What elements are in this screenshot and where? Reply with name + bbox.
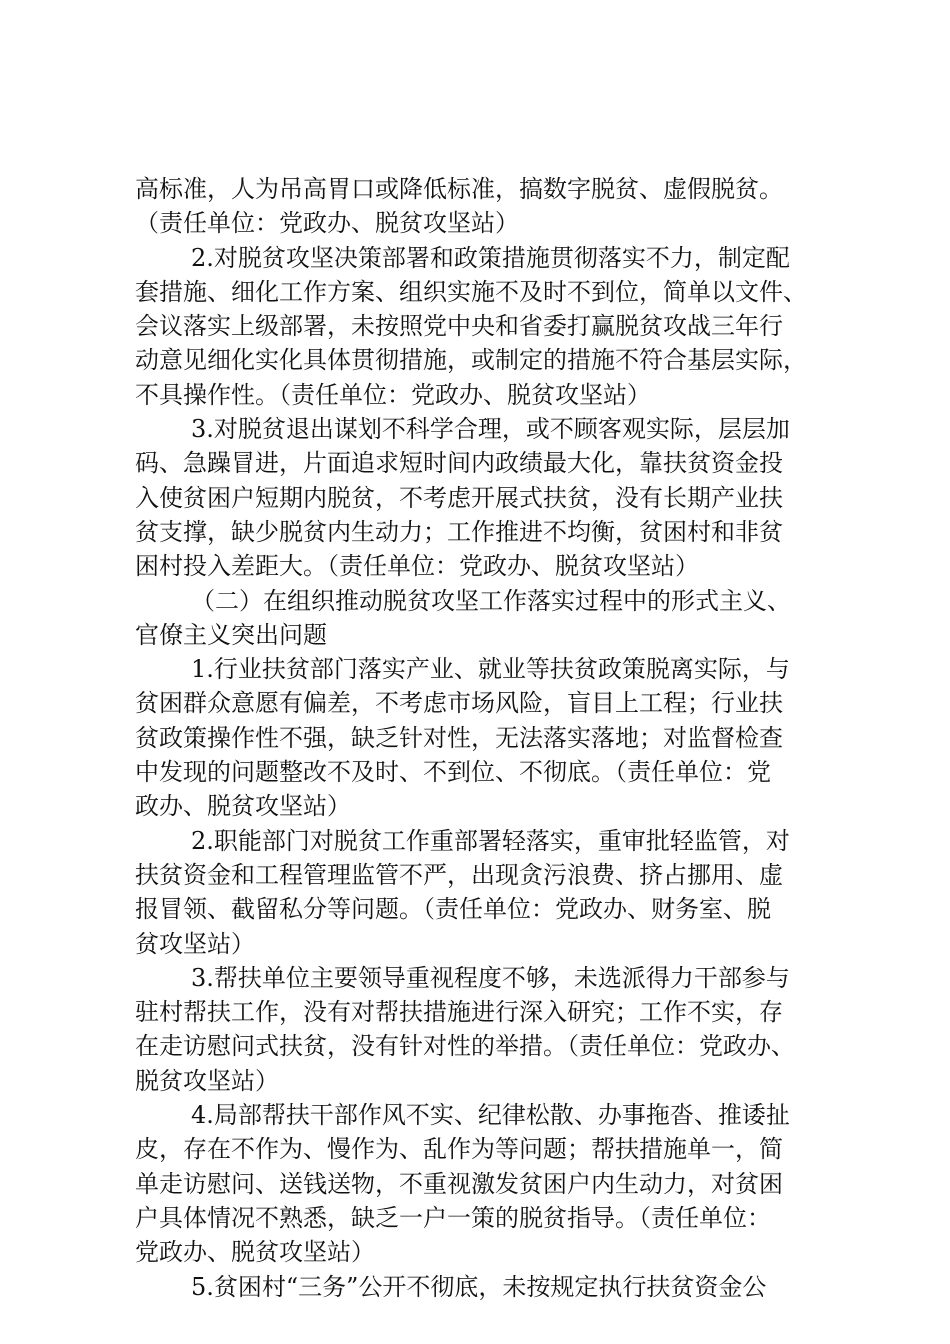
text-line: 困村投入差距大。（责任单位：党政办、脱贫攻坚站） — [135, 552, 699, 581]
section-heading-cont: 官僚主义突出问题 — [135, 620, 327, 649]
item-2-line-1: 2.对脱贫攻坚决策部署和政策措施贯彻落实不力，制定配 — [191, 243, 790, 272]
text-line: 贫政策操作性不强，缺乏针对性，无法落实落地；对监督检查 — [135, 723, 783, 752]
section-heading: （二）在组织推动脱贫攻坚工作落实过程中的形式主义、 — [191, 586, 791, 615]
item-3-line-1: 3.对脱贫退出谋划不科学合理，或不顾客观实际，层层加 — [191, 415, 790, 444]
text-line: 政办、脱贫攻坚站） — [135, 792, 351, 821]
text-line: 党政办、脱贫攻坚站） — [135, 1238, 375, 1267]
text-line: 贫困群众意愿有偏差，不考虑市场风险，盲目上工程；行业扶 — [135, 689, 783, 718]
text-line: 入使贫困户短期内脱贫，不考虑开展式扶贫，没有长期产业扶 — [135, 483, 783, 512]
text-line: 贫支撑，缺少脱贫内生动力；工作推进不均衡，贫困村和非贫 — [135, 517, 783, 546]
document-body — [135, 172, 835, 1304]
text-line: 高标准，人为吊高胃口或降低标准，搞数字脱贫、虚假脱贫。 — [135, 175, 783, 203]
text-line: 扶贫资金和工程管理监管不严，出现贪污浪费、挤占挪用、虚 — [135, 860, 783, 889]
item-3b-line-1: 3.帮扶单位主要领导重视程度不够，未选派得力干部参与 — [191, 963, 790, 992]
text-line: 单走访慰问、送钱送物，不重视激发贫困户内生动力，对贫困 — [135, 1169, 783, 1198]
text-line: 中发现的问题整改不及时、不到位、不彻底。（责任单位：党 — [135, 758, 771, 787]
text-line: 不具操作性。（责任单位：党政办、脱贫攻坚站） — [135, 380, 651, 409]
item-5-line-1: 5.贫困村“三务”公开不彻底，未按规定执行扶贫资金公 — [191, 1272, 767, 1301]
text-line: 皮，存在不作为、慢作为、乱作为等问题；帮扶措施单一，简 — [135, 1135, 783, 1164]
text-line: 会议落实上级部署，未按照党中央和省委打赢脱贫攻战三年行 — [135, 312, 783, 341]
text-line: 报冒领、截留私分等问题。（责任单位：党政办、财务室、脱 — [135, 895, 771, 924]
text-line: 贫攻坚站） — [135, 929, 255, 958]
text-line: 码、急躁冒进，片面追求短时间内政绩最大化，靠扶贫资金投 — [135, 449, 783, 478]
item-2b-line-1: 2.职能部门对脱贫工作重部署轻落实，重审批轻监管，对 — [191, 826, 790, 855]
text-line: （责任单位：党政办、脱贫攻坚站） — [135, 209, 519, 238]
item-1-line-1: 1.行业扶贫部门落实产业、就业等扶贫政策脱离实际，与 — [191, 655, 790, 684]
text-line: 驻村帮扶工作，没有对帮扶措施进行深入研究；工作不实，存 — [135, 998, 783, 1027]
text-line: 套措施、细化工作方案、组织实施不及时不到位，简单以文件、 — [135, 277, 807, 306]
text-line: 在走访慰问式扶贫，没有针对性的举措。（责任单位：党政办、 — [135, 1032, 795, 1061]
text-line: 脱贫攻坚站） — [135, 1066, 279, 1095]
text-line: 动意见细化实化具体贯彻措施，或制定的措施不符合基层实际， — [135, 346, 807, 375]
item-4-line-1: 4.局部帮扶干部作风不实、纪律松散、办事拖沓、推诿扯 — [191, 1101, 790, 1130]
text-line: 户具体情况不熟悉，缺乏一户一策的脱贫指导。（责任单位： — [135, 1203, 771, 1232]
